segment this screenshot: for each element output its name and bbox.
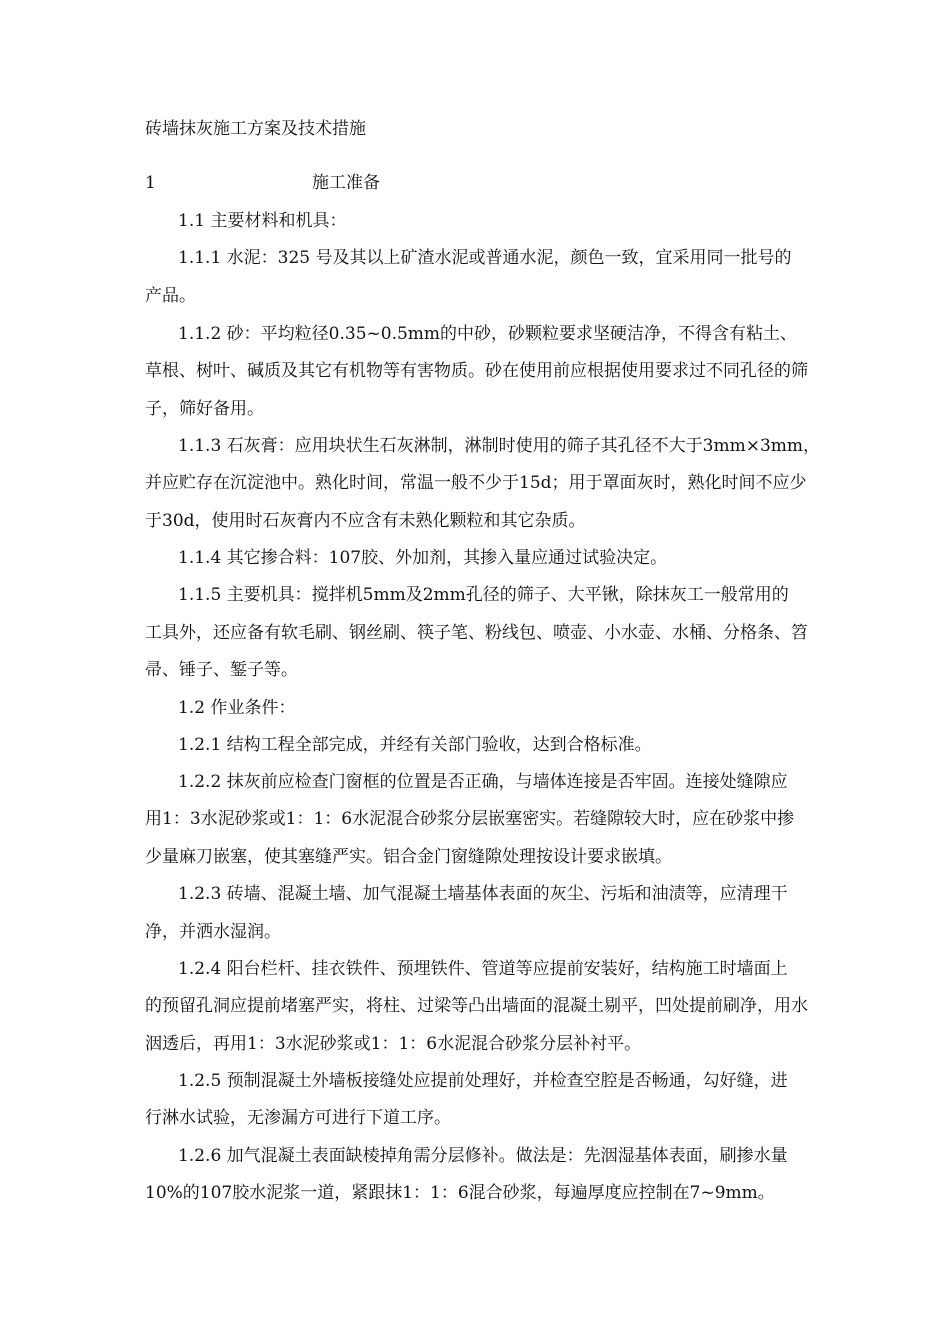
paragraph-line: 1.2.3 砖墙、混凝土墙、加气混凝土墙基体表面的灰尘、污垢和油渍等，应清理干 (178, 884, 788, 904)
heading-1-1: 1.1 主要材料和机具： (178, 211, 347, 231)
paragraph-line: 1.2.6 加气混凝土表面缺棱掉角需分层修补。做法是：先洇湿基体表面，刷掺水量 (178, 1146, 788, 1166)
paragraph-line: 工具外，还应备有软毛刷、钢丝刷、筷子笔、粉线包、喷壶、小水壶、水桶、分格条、笤 (145, 623, 808, 643)
paragraph-line: 10%的107胶水泥浆一道，紧跟抹1：1：6混合砂浆，每遍厚度应控制在7~9mm。 (145, 1183, 775, 1203)
paragraph-line: 1.1.4 其它掺合料：107胶、外加剂，其掺入量应通过试验决定。 (178, 548, 668, 568)
paragraph-line: 1.1.3 石灰膏：应用块状生石灰淋制，淋制时使用的筛子其孔径不大于3mm×3mm， (178, 436, 821, 456)
section-number: 1 (145, 173, 156, 193)
paragraph-line: 少量麻刀嵌塞，使其塞缝严实。铝合金门窗缝隙处理按设计要求嵌填。 (145, 847, 672, 867)
paragraph-line: 于30d，使用时石灰膏内不应含有未熟化颗粒和其它杂质。 (145, 511, 586, 531)
paragraph-line: 洇透后，再用1：3水泥砂浆或1：1：6水泥混合砂浆分层补衬平。 (145, 1034, 642, 1054)
paragraph-line: 用1：3水泥砂浆或1：1：6水泥混合砂浆分层嵌塞密实。若缝隙较大时，应在砂浆中掺 (145, 809, 795, 829)
paragraph-line: 行淋水试验，无渗漏方可进行下道工序。 (145, 1108, 451, 1128)
paragraph-line: 1.2.1 结构工程全部完成，并经有关部门验收，达到合格标准。 (178, 735, 652, 755)
paragraph-line: 净，并洒水湿润。 (145, 922, 281, 942)
paragraph-line: 并应贮存在沉淀池中。熟化时间，常温一般不少于15d；用于罩面灰时，熟化时间不应少 (145, 473, 807, 493)
paragraph-line: 产品。 (145, 286, 196, 306)
paragraph-line: 1.1.1 水泥：325 号及其以上矿渣水泥或普通水泥，颜色一致，宜采用同一批号的 (178, 248, 792, 268)
paragraph-line: 草根、树叶、碱质及其它有机物等有害物质。砂在使用前应根据使用要求过不同孔径的筛 (145, 361, 808, 381)
paragraph-line: 1.2.4 阳台栏杆、挂衣铁件、预埋铁件、管道等应提前安装好，结构施工时墙面上 (178, 959, 788, 979)
paragraph-line: 帚、锤子、錾子等。 (145, 660, 298, 680)
section-title: 施工准备 (312, 173, 380, 193)
paragraph-line: 1.1.5 主要机具：搅拌机5mm及2mm孔径的筛子、大平锹，除抹灰工一般常用的 (178, 585, 789, 605)
paragraph-line: 1.2.2 抹灰前应检查门窗框的位置是否正确，与墙体连接是否牢固。连接处缝隙应 (178, 772, 788, 792)
paragraph-line: 1.1.2 砂：平均粒径0.35~0.5mm的中砂，砂颗粒要求坚硬洁净，不得含有粘土、 (178, 324, 798, 344)
document-title: 砖墙抹灰施工方案及技术措施 (145, 119, 366, 139)
paragraph-line: 子，筛好备用。 (145, 399, 264, 419)
paragraph-line: 的预留孔洞应提前堵塞严实，将柱、过梁等凸出墙面的混凝土剔平，凹处提前刷净，用水 (145, 996, 808, 1016)
paragraph-line: 1.2.5 预制混凝土外墙板接缝处应提前处理好，并检查空腔是否畅通，勾好缝，进 (178, 1071, 788, 1091)
heading-1-2: 1.2 作业条件： (178, 698, 296, 718)
